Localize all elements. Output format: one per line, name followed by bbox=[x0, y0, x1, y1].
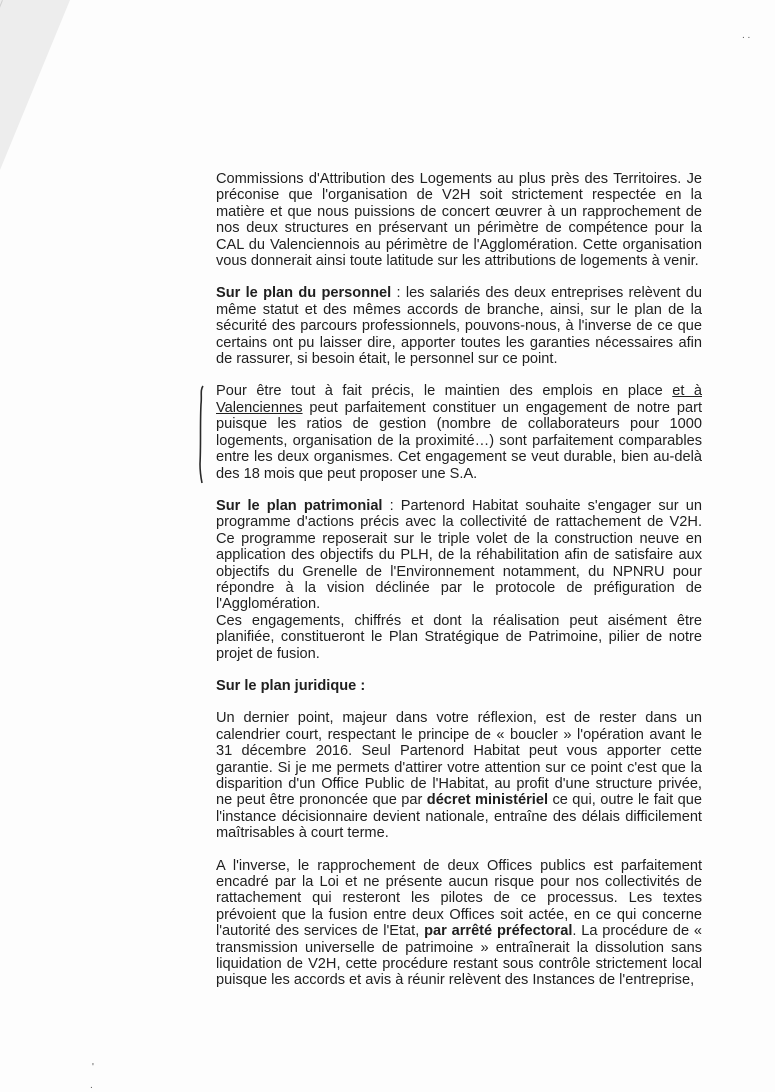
paragraph-text: Ces engagements, chiffrés et dont la réalisation peut aisément être planifiée, constitueront le Plan Stratégique de Patrimoine, pilier de notre projet de fusion. bbox=[216, 612, 702, 662]
section-heading-personnel: Sur le plan du personnel bbox=[216, 285, 392, 302]
paragraph-calendrier bbox=[216, 710, 702, 841]
folded-corner bbox=[0, 0, 70, 170]
paragraph-commissions bbox=[216, 171, 702, 269]
paragraph-patrimonial bbox=[216, 498, 702, 613]
section-heading-juridique: Sur le plan juridique : bbox=[216, 677, 366, 694]
bold-phrase: par arrêté préfectoral bbox=[424, 923, 573, 940]
section-heading-patrimonial: Sur le plan patrimonial bbox=[216, 497, 383, 514]
underlined-phrase: et à Valenciennes bbox=[216, 383, 702, 416]
paragraph-text: : Partenord Habitat souhaite s'engager sur un programme d'actions précis avec la collectivité de rattachement de V2H. Ce programme reposerait sur le triple volet de la construction neuve en application des objectifs du PLH, de la réhabilitation afin de satisfaire aux objectifs du Grenelle de l'Environnement notamment, du NPNRU pour répondre à la vision déclinée par le protocole de préfiguration de l'Agglomération. bbox=[216, 497, 702, 613]
paragraph-text: ce qui, outre le fait que l'instance décisionnaire devient nationale, entraîne des délais difficilement maîtrisables à court terme. bbox=[216, 792, 702, 842]
paragraph-text: Un dernier point, majeur dans votre réflexion, est de rester dans un calendrier court, respectant le principe de « boucler » l'opération avant le 31 décembre 2016. Seul Partenord Habitat peut vous apporter cette garantie. Si je me permets d'attirer votre attention sur ce point c'est que la disparition d'un Office Public de l'Habitat, au profit d'une structure privée, ne peut être prononcée que par bbox=[216, 710, 702, 809]
paragraph-engagements bbox=[216, 613, 702, 662]
handwritten-margin-line bbox=[198, 384, 206, 484]
paragraph-text: Commissions d'Attribution des Logements au plus près des Territoires. Je préconise que l'organisation de V2H soit strictement respectée en la matière et que nous puissions de concert œuvrer à un rapprochement de nos deux structures en préservant un périmètre de compétence pour la CAL du Valenciennois au périmètre de l'Agglomération. Cette organisation vous donnerait ainsi toute latitude sur les attributions de logements à venir. bbox=[216, 171, 702, 270]
paragraph-offices bbox=[216, 858, 702, 989]
paragraph-emplois bbox=[216, 383, 702, 481]
bold-phrase: décret ministériel bbox=[426, 792, 549, 809]
paragraph-text: peut parfaitement constituer un engagement de notre part puisque les ratios de gestion (nombre de collaborateurs pour 1000 logements, organisation de la proximité…) sont parfaitement comparables entre les deux organismes. Cet engagement se veut durable, bien au-delà des 18 mois que peut proposer une S.A. bbox=[216, 399, 702, 482]
paragraph-text: . La procédure de « transmission universelle de patrimoine » entraînerait la dissolution sans liquidation de V2H, cette procédure restant sous contrôle strictement local puisque les accords et avis à réunir relèvent des Instances de l'entreprise, bbox=[216, 923, 702, 989]
letter-body bbox=[216, 171, 702, 989]
paragraph-text: A l'inverse, le rapprochement de deux Offices publics est parfaitement encadré par la Loi et ne présente aucun risque pour nos collectivités de rattachement qui resteront les pilotes de ce processus. Les textes prévoient que la fusion entre deux Offices soit actée, en ce qui concerne l'autorité des services de l'Etat, bbox=[216, 857, 702, 940]
paragraph-text: Pour être tout à fait précis, le maintien des emplois en place bbox=[216, 383, 673, 400]
scan-speck: . . bbox=[742, 30, 751, 41]
paragraph-personnel bbox=[216, 285, 702, 367]
paragraph-text: : les salariés des deux entreprises relèvent du même statut et des mêmes accords de branche, ainsi, sur le plan de la sécurité des parcours professionnels, pouvons-nous, à l'inverse de ce que certains ont pu laisser dire, apporter toutes les garanties nécessaires afin de rassurer, si besoin était, le personnel sur ce point. bbox=[216, 285, 702, 368]
scan-speck: ' bbox=[92, 1062, 94, 1073]
scan-speck: . bbox=[90, 1080, 93, 1091]
